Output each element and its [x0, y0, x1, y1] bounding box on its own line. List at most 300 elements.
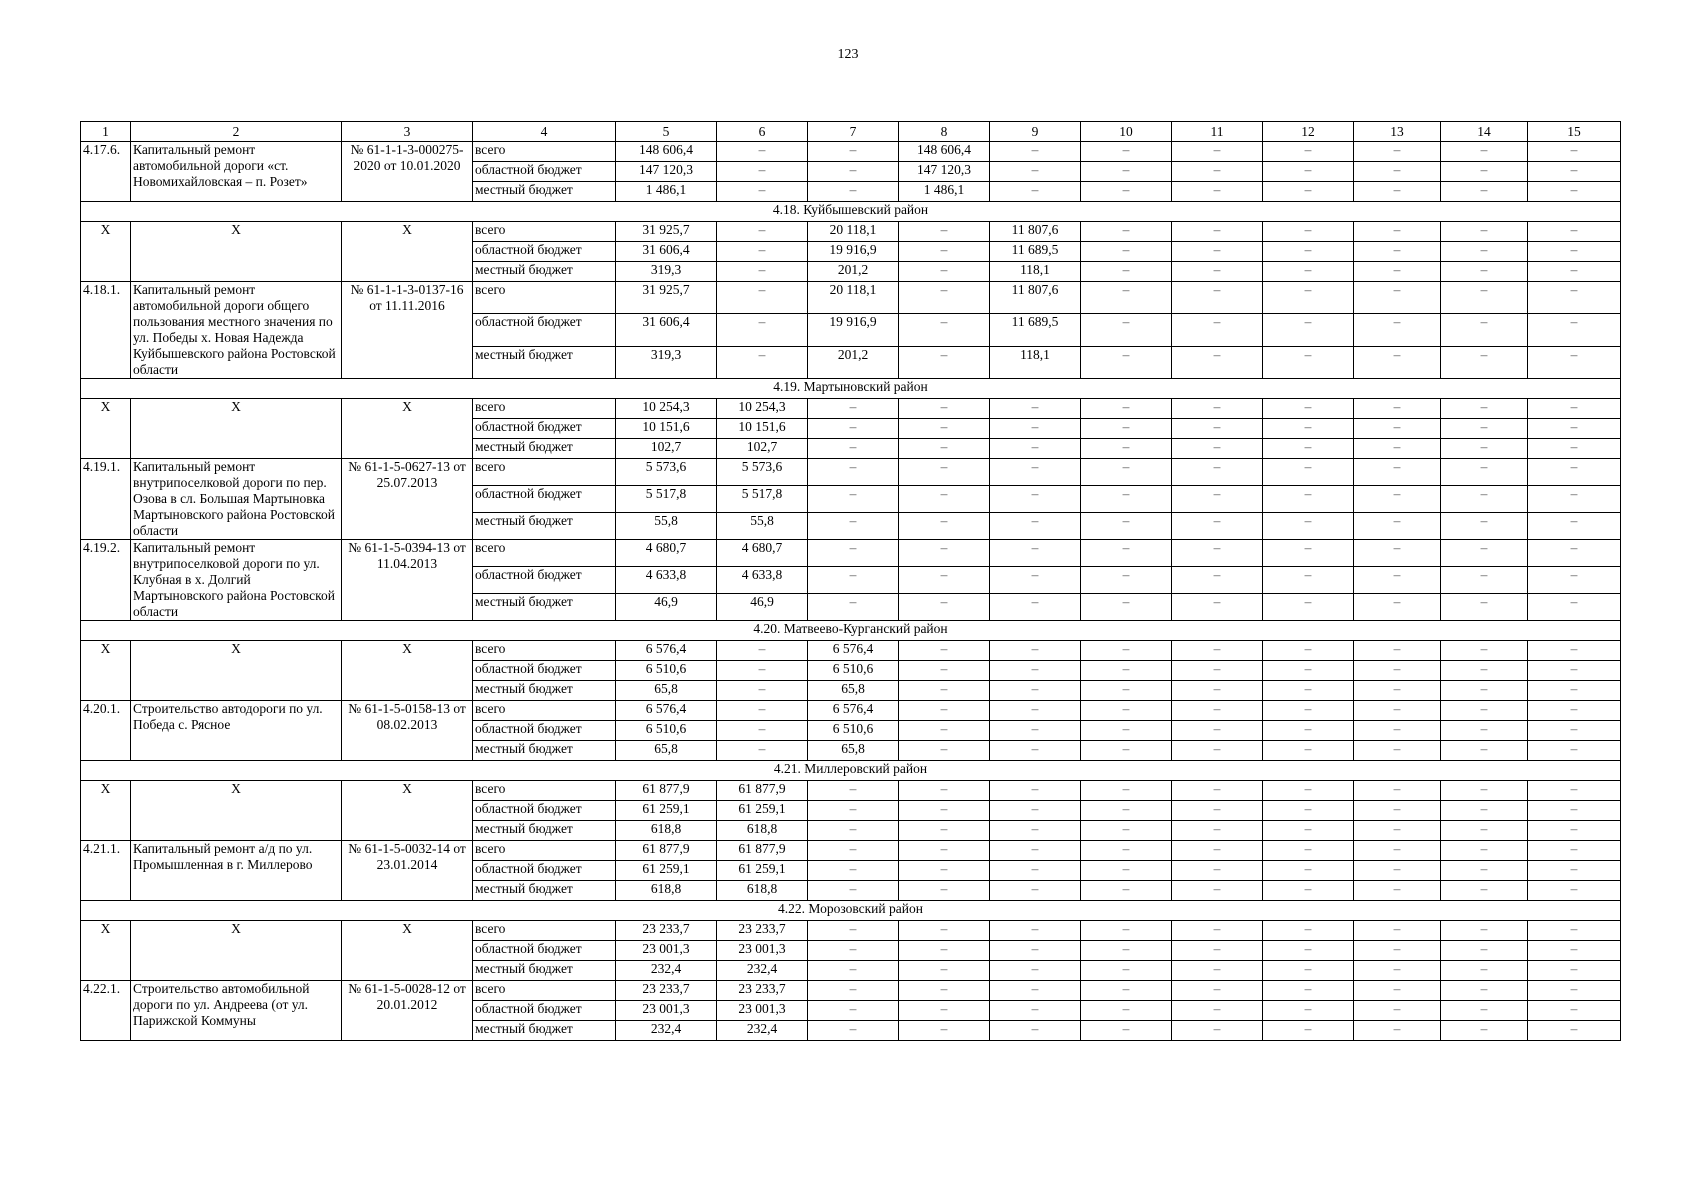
- funding-source: всего: [473, 701, 616, 721]
- item-code: № 61-1-1-3-0137-16 от 11.11.2016: [342, 282, 473, 379]
- dash-value: –: [1172, 1001, 1263, 1021]
- dash-value: –: [1528, 821, 1621, 841]
- dash-value: –: [1081, 1001, 1172, 1021]
- dash-value: –: [899, 981, 990, 1001]
- section-title: 4.18. Куйбышевский район: [81, 202, 1621, 222]
- dash-value: –: [1354, 399, 1441, 419]
- item-index: 4.20.1.: [81, 701, 131, 761]
- funding-source: областной бюджет: [473, 242, 616, 262]
- amount-value: 102,7: [717, 439, 808, 459]
- dash-value: –: [1172, 781, 1263, 801]
- dash-value: –: [1528, 314, 1621, 346]
- dash-value: –: [1172, 721, 1263, 741]
- x-mark: Х: [81, 781, 131, 841]
- dash-value: –: [1441, 142, 1528, 162]
- dash-value: –: [990, 801, 1081, 821]
- dash-value: –: [808, 881, 899, 901]
- dash-value: –: [990, 941, 1081, 961]
- dash-value: –: [1354, 961, 1441, 981]
- amount-value: 618,8: [616, 881, 717, 901]
- dash-value: –: [1441, 781, 1528, 801]
- funding-source: местный бюджет: [473, 741, 616, 761]
- dash-value: –: [899, 419, 990, 439]
- dash-value: –: [990, 961, 1081, 981]
- dash-value: –: [899, 701, 990, 721]
- dash-value: –: [1528, 540, 1621, 567]
- amount-value: 10 151,6: [717, 419, 808, 439]
- dash-value: –: [1354, 801, 1441, 821]
- funding-source: всего: [473, 781, 616, 801]
- amount-value: 61 877,9: [616, 781, 717, 801]
- amount-value: 6 510,6: [616, 661, 717, 681]
- dash-value: –: [717, 681, 808, 701]
- column-number: 11: [1172, 122, 1263, 142]
- amount-value: 147 120,3: [899, 162, 990, 182]
- dash-value: –: [899, 222, 990, 242]
- dash-value: –: [1263, 262, 1354, 282]
- dash-value: –: [1441, 921, 1528, 941]
- dash-value: –: [1528, 861, 1621, 881]
- dash-value: –: [1354, 861, 1441, 881]
- dash-value: –: [1081, 821, 1172, 841]
- item-code: № 61-1-5-0394-13 от 11.04.2013: [342, 540, 473, 621]
- dash-value: –: [1354, 941, 1441, 961]
- dash-value: –: [808, 1001, 899, 1021]
- dash-value: –: [1263, 142, 1354, 162]
- dash-value: –: [717, 242, 808, 262]
- dash-value: –: [1441, 741, 1528, 761]
- amount-value: 1 486,1: [899, 182, 990, 202]
- dash-value: –: [808, 821, 899, 841]
- dash-value: –: [1081, 941, 1172, 961]
- funding-source: всего: [473, 841, 616, 861]
- dash-value: –: [1354, 1001, 1441, 1021]
- dash-value: –: [990, 162, 1081, 182]
- x-mark: Х: [131, 641, 342, 701]
- dash-value: –: [1354, 681, 1441, 701]
- dash-value: –: [1172, 821, 1263, 841]
- dash-value: –: [1263, 1001, 1354, 1021]
- dash-value: –: [1528, 781, 1621, 801]
- funding-source: местный бюджет: [473, 513, 616, 540]
- funding-source: всего: [473, 399, 616, 419]
- dash-value: –: [1263, 781, 1354, 801]
- dash-value: –: [899, 1001, 990, 1021]
- dash-value: –: [899, 721, 990, 741]
- amount-value: 4 633,8: [616, 567, 717, 594]
- dash-value: –: [1081, 841, 1172, 861]
- column-number: 5: [616, 122, 717, 142]
- dash-value: –: [1172, 641, 1263, 661]
- column-number: 13: [1354, 122, 1441, 142]
- amount-value: 232,4: [717, 1021, 808, 1041]
- dash-value: –: [1263, 459, 1354, 486]
- dash-value: –: [1172, 801, 1263, 821]
- dash-value: –: [1354, 513, 1441, 540]
- column-number: 9: [990, 122, 1081, 142]
- dash-value: –: [1081, 459, 1172, 486]
- x-mark: Х: [81, 641, 131, 701]
- column-number: 1: [81, 122, 131, 142]
- dash-value: –: [1441, 661, 1528, 681]
- dash-value: –: [1441, 941, 1528, 961]
- dash-value: –: [1441, 821, 1528, 841]
- funding-source: всего: [473, 222, 616, 242]
- table-row: [81, 701, 1621, 721]
- dash-value: –: [990, 1001, 1081, 1021]
- dash-value: –: [1354, 781, 1441, 801]
- dash-value: –: [1354, 661, 1441, 681]
- dash-value: –: [1263, 921, 1354, 941]
- dash-value: –: [1263, 961, 1354, 981]
- amount-value: 232,4: [616, 1021, 717, 1041]
- dash-value: –: [1263, 346, 1354, 378]
- dash-value: –: [1081, 486, 1172, 513]
- dash-value: –: [1354, 821, 1441, 841]
- dash-value: –: [899, 841, 990, 861]
- funding-source: областной бюджет: [473, 941, 616, 961]
- dash-value: –: [1081, 142, 1172, 162]
- dash-value: –: [1263, 486, 1354, 513]
- dash-value: –: [1081, 861, 1172, 881]
- item-name: Строительство автомобильной дороги по ул. Андреева (от ул. Парижской Коммуны: [131, 981, 342, 1041]
- amount-value: 148 606,4: [616, 142, 717, 162]
- dash-value: –: [899, 282, 990, 314]
- dash-value: –: [1354, 841, 1441, 861]
- item-code: № 61-1-5-0032-14 от 23.01.2014: [342, 841, 473, 901]
- amount-value: 23 001,3: [717, 1001, 808, 1021]
- dash-value: –: [899, 921, 990, 941]
- dash-value: –: [717, 661, 808, 681]
- dash-value: –: [1172, 222, 1263, 242]
- dash-value: –: [1263, 439, 1354, 459]
- amount-value: 618,8: [616, 821, 717, 841]
- table-row: [81, 921, 1621, 941]
- item-name: Капитальный ремонт внутрипоселковой дороги по ул. Клубная в х. Долгий Мартыновского района Ростовской области: [131, 540, 342, 621]
- item-code: № 61-1-1-3-000275-2020 от 10.01.2020: [342, 142, 473, 202]
- dash-value: –: [1172, 242, 1263, 262]
- amount-value: 23 001,3: [717, 941, 808, 961]
- dash-value: –: [1263, 801, 1354, 821]
- amount-value: 31 606,4: [616, 242, 717, 262]
- dash-value: –: [990, 881, 1081, 901]
- dash-value: –: [990, 142, 1081, 162]
- x-mark: Х: [342, 641, 473, 701]
- dash-value: –: [1263, 661, 1354, 681]
- dash-value: –: [1354, 721, 1441, 741]
- dash-value: –: [1528, 681, 1621, 701]
- x-mark: Х: [131, 921, 342, 981]
- dash-value: –: [1441, 222, 1528, 242]
- dash-value: –: [1528, 841, 1621, 861]
- amount-value: 5 517,8: [616, 486, 717, 513]
- funding-source: всего: [473, 142, 616, 162]
- dash-value: –: [1528, 282, 1621, 314]
- amount-value: 11 689,5: [990, 314, 1081, 346]
- section-title: 4.20. Матвеево-Курганский район: [81, 621, 1621, 641]
- dash-value: –: [990, 721, 1081, 741]
- item-index: 4.22.1.: [81, 981, 131, 1041]
- dash-value: –: [1354, 567, 1441, 594]
- dash-value: –: [1172, 661, 1263, 681]
- dash-value: –: [1081, 701, 1172, 721]
- dash-value: –: [1172, 567, 1263, 594]
- dash-value: –: [899, 941, 990, 961]
- dash-value: –: [990, 781, 1081, 801]
- dash-value: –: [1528, 222, 1621, 242]
- dash-value: –: [899, 314, 990, 346]
- column-number-row: [81, 122, 1621, 142]
- table-row: [81, 282, 1621, 314]
- dash-value: –: [717, 262, 808, 282]
- dash-value: –: [808, 1021, 899, 1041]
- dash-value: –: [1528, 741, 1621, 761]
- dash-value: –: [1081, 781, 1172, 801]
- dash-value: –: [1263, 981, 1354, 1001]
- amount-value: 5 573,6: [717, 459, 808, 486]
- dash-value: –: [808, 142, 899, 162]
- dash-value: –: [1354, 741, 1441, 761]
- dash-value: –: [1354, 594, 1441, 621]
- dash-value: –: [1081, 681, 1172, 701]
- amount-value: 201,2: [808, 262, 899, 282]
- dash-value: –: [899, 540, 990, 567]
- amount-value: 61 259,1: [717, 861, 808, 881]
- table-row: [81, 641, 1621, 661]
- dash-value: –: [1081, 881, 1172, 901]
- dash-value: –: [1172, 921, 1263, 941]
- amount-value: 61 877,9: [717, 841, 808, 861]
- dash-value: –: [899, 439, 990, 459]
- dash-value: –: [1172, 439, 1263, 459]
- dash-value: –: [1081, 540, 1172, 567]
- funding-source: областной бюджет: [473, 861, 616, 881]
- dash-value: –: [990, 567, 1081, 594]
- dash-value: –: [990, 821, 1081, 841]
- dash-value: –: [1263, 841, 1354, 861]
- dash-value: –: [1354, 881, 1441, 901]
- dash-value: –: [808, 594, 899, 621]
- funding-source: всего: [473, 540, 616, 567]
- dash-value: –: [1441, 641, 1528, 661]
- dash-value: –: [717, 222, 808, 242]
- dash-value: –: [717, 182, 808, 202]
- amount-value: 102,7: [616, 439, 717, 459]
- dash-value: –: [1528, 399, 1621, 419]
- amount-value: 618,8: [717, 821, 808, 841]
- section-title: 4.21. Миллеровский район: [81, 761, 1621, 781]
- dash-value: –: [1081, 419, 1172, 439]
- dash-value: –: [1263, 941, 1354, 961]
- dash-value: –: [1441, 1021, 1528, 1041]
- dash-value: –: [1263, 513, 1354, 540]
- dash-value: –: [1081, 661, 1172, 681]
- dash-value: –: [899, 881, 990, 901]
- column-number: 14: [1441, 122, 1528, 142]
- amount-value: 148 606,4: [899, 142, 990, 162]
- table-row: [81, 540, 1621, 567]
- amount-value: 6 510,6: [616, 721, 717, 741]
- dash-value: –: [899, 399, 990, 419]
- dash-value: –: [1263, 567, 1354, 594]
- dash-value: –: [990, 399, 1081, 419]
- dash-value: –: [1263, 282, 1354, 314]
- x-mark: Х: [131, 781, 342, 841]
- funding-source: областной бюджет: [473, 567, 616, 594]
- dash-value: –: [1354, 314, 1441, 346]
- x-mark: Х: [342, 399, 473, 459]
- x-mark: Х: [81, 399, 131, 459]
- amount-value: 65,8: [808, 681, 899, 701]
- funding-source: местный бюджет: [473, 681, 616, 701]
- dash-value: –: [717, 282, 808, 314]
- table-row: [81, 841, 1621, 861]
- dash-value: –: [1528, 921, 1621, 941]
- funding-source: областной бюджет: [473, 314, 616, 346]
- dash-value: –: [990, 921, 1081, 941]
- amount-value: 6 576,4: [616, 641, 717, 661]
- dash-value: –: [1263, 182, 1354, 202]
- dash-value: –: [808, 486, 899, 513]
- funding-source: местный бюджет: [473, 594, 616, 621]
- dash-value: –: [808, 459, 899, 486]
- dash-value: –: [808, 419, 899, 439]
- dash-value: –: [1528, 262, 1621, 282]
- column-number: 10: [1081, 122, 1172, 142]
- dash-value: –: [808, 399, 899, 419]
- amount-value: 23 233,7: [616, 981, 717, 1001]
- item-name: Капитальный ремонт автомобильной дороги общего пользования местного значения по ул. Победы х. Новая Надежда Куйбышевского района Ростовской области: [131, 282, 342, 379]
- dash-value: –: [899, 861, 990, 881]
- column-number: 7: [808, 122, 899, 142]
- dash-value: –: [1263, 741, 1354, 761]
- dash-value: –: [1528, 701, 1621, 721]
- dash-value: –: [1081, 182, 1172, 202]
- dash-value: –: [1172, 142, 1263, 162]
- dash-value: –: [1441, 513, 1528, 540]
- dash-value: –: [1354, 459, 1441, 486]
- dash-value: –: [808, 567, 899, 594]
- dash-value: –: [1441, 399, 1528, 419]
- dash-value: –: [1528, 142, 1621, 162]
- dash-value: –: [1528, 439, 1621, 459]
- dash-value: –: [1528, 346, 1621, 378]
- x-mark: Х: [342, 222, 473, 282]
- funding-source: местный бюджет: [473, 262, 616, 282]
- dash-value: –: [1172, 282, 1263, 314]
- amount-value: 118,1: [990, 262, 1081, 282]
- dash-value: –: [1528, 242, 1621, 262]
- amount-value: 61 259,1: [616, 861, 717, 881]
- dash-value: –: [1263, 881, 1354, 901]
- dash-value: –: [1528, 1021, 1621, 1041]
- dash-value: –: [1172, 346, 1263, 378]
- amount-value: 118,1: [990, 346, 1081, 378]
- amount-value: 61 877,9: [616, 841, 717, 861]
- dash-value: –: [1263, 721, 1354, 741]
- dash-value: –: [1528, 1001, 1621, 1021]
- dash-value: –: [1263, 821, 1354, 841]
- item-index: 4.18.1.: [81, 282, 131, 379]
- column-number: 4: [473, 122, 616, 142]
- item-name: Капитальный ремонт автомобильной дороги «ст. Новомихайловская – п. Розет»: [131, 142, 342, 202]
- dash-value: –: [1081, 1021, 1172, 1041]
- dash-value: –: [1172, 419, 1263, 439]
- item-name: Капитальный ремонт внутрипоселковой дороги по пер. Озова в сл. Большая Мартыновка Мартыновского района Ростовской области: [131, 459, 342, 540]
- dash-value: –: [1172, 981, 1263, 1001]
- item-code: № 61-1-5-0028-12 от 20.01.2012: [342, 981, 473, 1041]
- dash-value: –: [717, 641, 808, 661]
- dash-value: –: [899, 741, 990, 761]
- dash-value: –: [1172, 1021, 1263, 1041]
- dash-value: –: [1354, 262, 1441, 282]
- dash-value: –: [1354, 222, 1441, 242]
- dash-value: –: [1441, 282, 1528, 314]
- section-header-row: [81, 379, 1621, 399]
- amount-value: 23 233,7: [717, 981, 808, 1001]
- amount-value: 61 259,1: [717, 801, 808, 821]
- dash-value: –: [990, 701, 1081, 721]
- dash-value: –: [899, 781, 990, 801]
- amount-value: 61 877,9: [717, 781, 808, 801]
- dash-value: –: [1172, 701, 1263, 721]
- dash-value: –: [1528, 513, 1621, 540]
- section-title: 4.22. Морозовский район: [81, 901, 1621, 921]
- amount-value: 46,9: [616, 594, 717, 621]
- table-row: [81, 459, 1621, 486]
- dash-value: –: [899, 961, 990, 981]
- amount-value: 10 151,6: [616, 419, 717, 439]
- dash-value: –: [1081, 921, 1172, 941]
- dash-value: –: [899, 641, 990, 661]
- funding-source: всего: [473, 459, 616, 486]
- dash-value: –: [1263, 242, 1354, 262]
- amount-value: 23 001,3: [616, 941, 717, 961]
- dash-value: –: [1263, 641, 1354, 661]
- dash-value: –: [1441, 981, 1528, 1001]
- dash-value: –: [1528, 594, 1621, 621]
- amount-value: 201,2: [808, 346, 899, 378]
- x-mark: Х: [342, 781, 473, 841]
- dash-value: –: [1172, 314, 1263, 346]
- dash-value: –: [1441, 419, 1528, 439]
- dash-value: –: [1081, 741, 1172, 761]
- dash-value: –: [990, 1021, 1081, 1041]
- amount-value: 10 254,3: [616, 399, 717, 419]
- budget-table: [80, 121, 1621, 1041]
- dash-value: –: [1528, 961, 1621, 981]
- amount-value: 20 118,1: [808, 222, 899, 242]
- dash-value: –: [1441, 162, 1528, 182]
- dash-value: –: [1528, 641, 1621, 661]
- funding-source: местный бюджет: [473, 182, 616, 202]
- dash-value: –: [808, 781, 899, 801]
- table-row: [81, 142, 1621, 162]
- amount-value: 31 606,4: [616, 314, 717, 346]
- page-number: 123: [837, 47, 859, 62]
- dash-value: –: [990, 540, 1081, 567]
- dash-value: –: [990, 861, 1081, 881]
- dash-value: –: [808, 513, 899, 540]
- funding-source: областной бюджет: [473, 661, 616, 681]
- dash-value: –: [1441, 801, 1528, 821]
- x-mark: Х: [131, 399, 342, 459]
- dash-value: –: [899, 801, 990, 821]
- dash-value: –: [717, 162, 808, 182]
- dash-value: –: [1172, 941, 1263, 961]
- dash-value: –: [990, 419, 1081, 439]
- item-code: № 61-1-5-0158-13 от 08.02.2013: [342, 701, 473, 761]
